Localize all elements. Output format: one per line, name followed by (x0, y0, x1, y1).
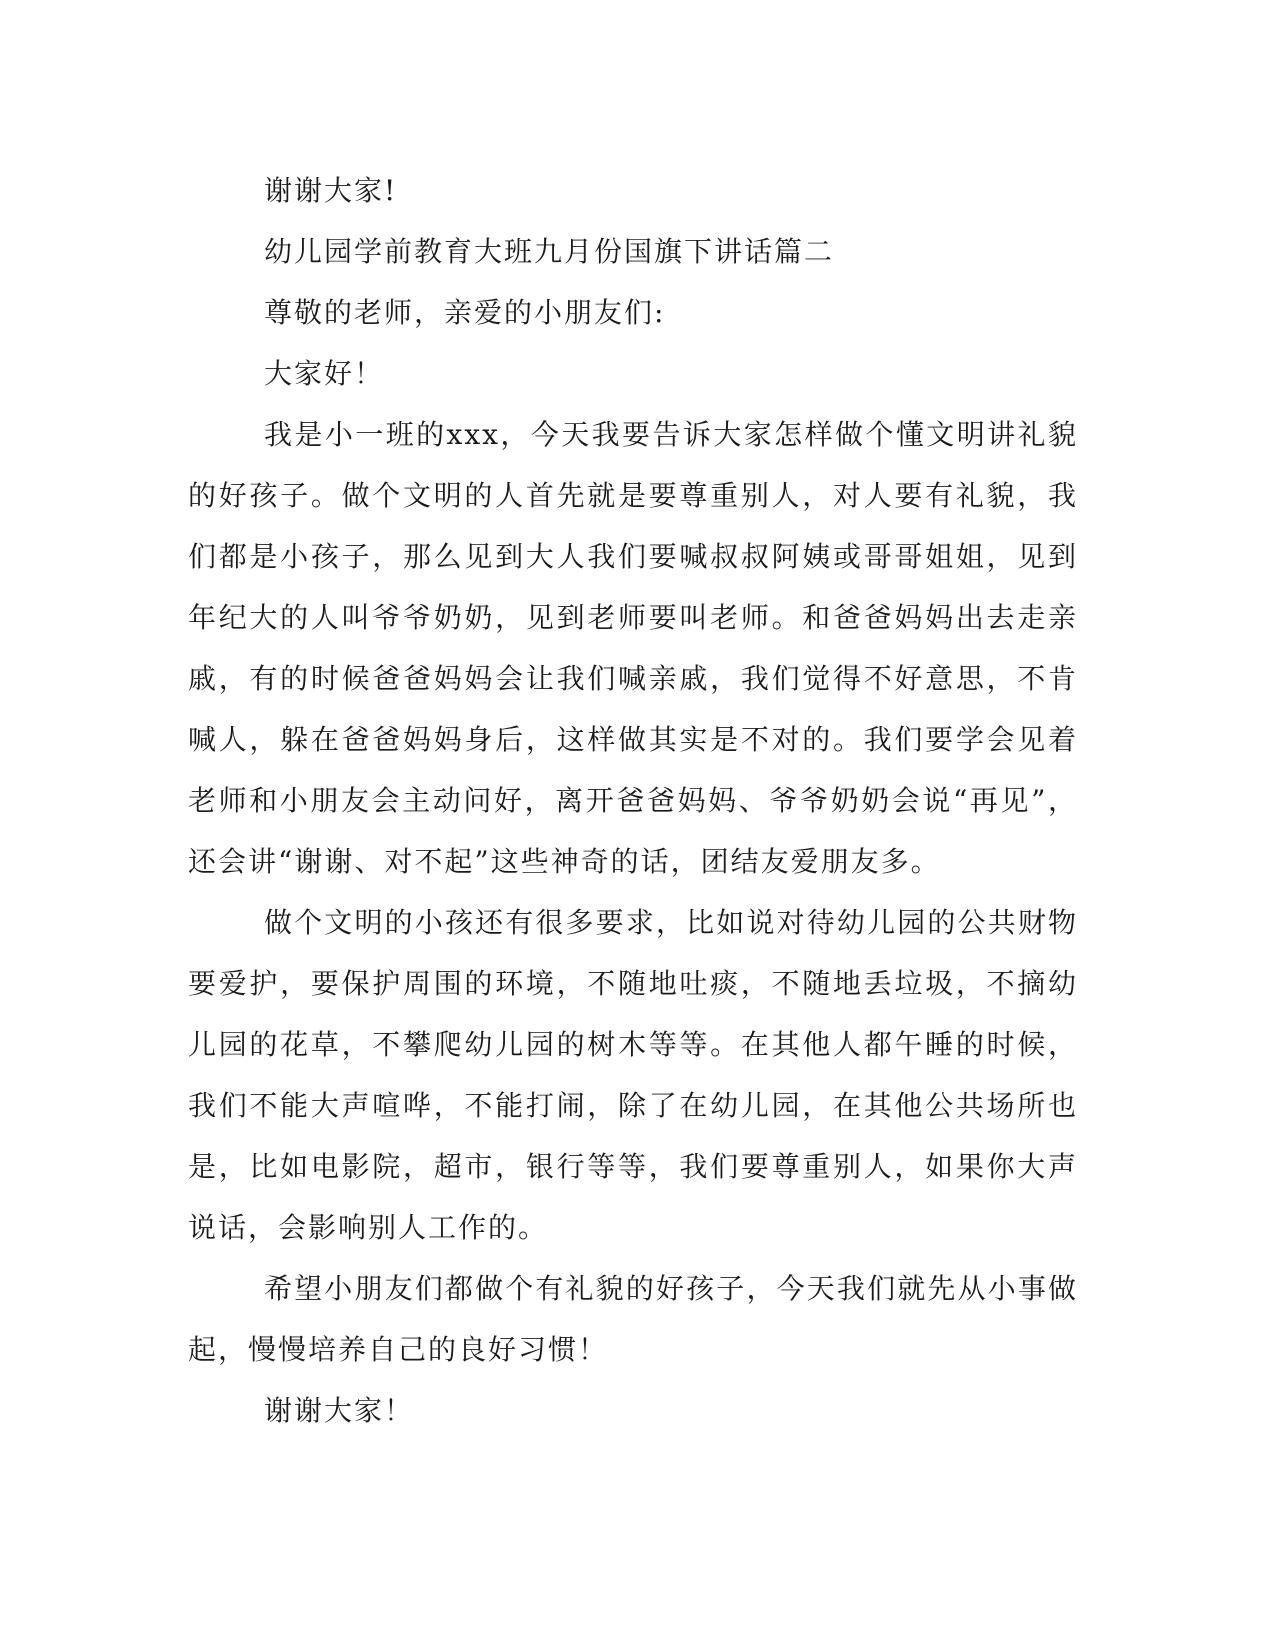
salutation: 尊敬的老师，亲爱的小朋友们: (264, 296, 666, 329)
paragraph-public-behavior: 做个文明的小孩还有很多要求，比如说对待幼儿园的公共财物要爱护，要保护周围的环境，不随地吐痰，不随地丢垃圾，不摘幼儿园的花草，不攀爬幼儿园的树木等等。在其他人都午睡的时候，我们不能大声喧哗，不能打闹，除了在幼儿园，在其他公共场所也是，比如电影院，超市，银行等等，我们要尊重别人，如果你大声说话，会影响别人工作的。 (188, 906, 1078, 1244)
greeting: 大家好！ (264, 357, 385, 390)
speech-title: 幼儿园学前教育大班九月份国旗下讲话篇二 (264, 235, 835, 268)
paragraph-introduction: 我是小一班的xxx，今天我要告诉大家怎样做个懂文明讲礼貌的好孩子。做个文明的人首先就是要尊重别人，对人要有礼貌，我们都是小孩子，那么见到大人我们要喊叔叔阿姨或哥哥姐姐，见到年纪大的人叫爷爷奶奶，见到老师要叫老师。和爸爸妈妈出去走亲戚，有的时候爸爸妈妈会让我们喊亲戚，我们觉得不好意思，不肯喊人，躲在爸爸妈妈身后，这样做其实是不对的。我们要学会见着老师和小朋友会主动问好，离开爸爸妈妈、爷爷奶奶会说“再见”，还会讲“谢谢、对不起”这些神奇的话，团结友爱朋友多。 (188, 418, 1078, 878)
closing-line-bottom: 谢谢大家！ (264, 1394, 415, 1427)
document-body (188, 160, 1078, 1441)
closing-line-top: 谢谢大家! (264, 174, 398, 207)
paragraph-hope: 希望小朋友们都做个有礼貌的好孩子，今天我们就先从小事做起，慢慢培养自己的良好习惯！ (188, 1272, 1078, 1366)
